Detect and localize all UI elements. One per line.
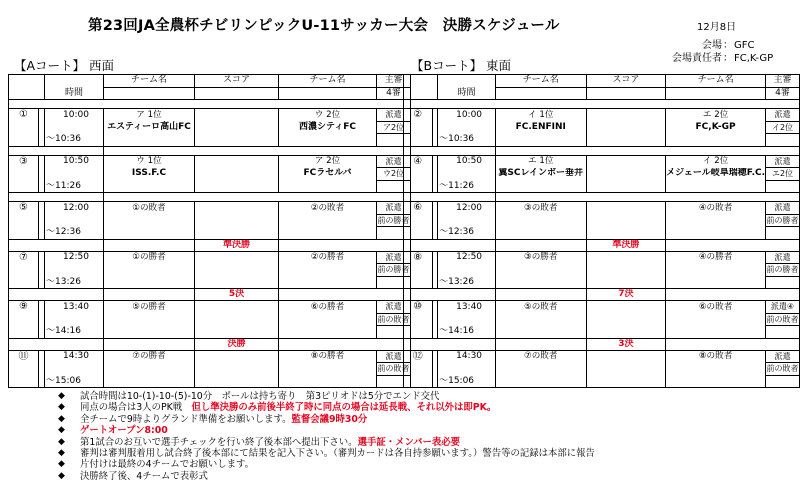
team-2-bottom (279, 375, 377, 388)
team-2 (279, 363, 377, 376)
spacer (104, 338, 195, 350)
start-time: 12:00 (45, 202, 104, 215)
team-1-bottom (495, 227, 586, 240)
score-cell (195, 301, 279, 339)
date: 12月8日 (697, 22, 737, 33)
spacer (404, 193, 496, 202)
team-1 (104, 363, 195, 376)
start-time: 13:40 (45, 301, 104, 314)
note-item (58, 391, 595, 402)
start-time: 13:40 (438, 301, 496, 314)
referee-2: 前の勝者 (377, 265, 410, 275)
start-time: 10:50 (438, 155, 496, 168)
diamond-bullet-icon: ◆ (58, 436, 65, 447)
spacer (279, 338, 411, 350)
match-row (404, 202, 800, 215)
court-b-table (403, 74, 800, 388)
seed-2: ④の勝者 (666, 251, 766, 264)
spacer (104, 193, 411, 202)
team-1: 翼SCレインボー垂井 (495, 168, 586, 181)
referee-1: 派遣 (377, 155, 411, 168)
spacer (495, 239, 586, 251)
seed-1: ウ 1位 (104, 155, 195, 168)
team-1-bottom (104, 326, 195, 339)
team-1-bottom (104, 276, 195, 289)
spacer (9, 338, 104, 350)
time-mid (45, 168, 104, 181)
match-number: ⑩ (404, 301, 433, 339)
end-time: ～12:36 (438, 227, 496, 240)
match-number: ⑨ (9, 301, 39, 339)
diamond-bullet-icon: ◆ (58, 402, 65, 413)
team-1: ISS.F.C (104, 168, 195, 181)
referee-blank (766, 227, 800, 240)
spacer (666, 289, 800, 301)
team-2-bottom (279, 276, 377, 289)
referee-1: 派遣 (766, 155, 800, 168)
referee-1: 派遣 (377, 301, 411, 314)
note-highlight: 監督会議9時30分 (291, 413, 368, 425)
end-time: ～13:26 (45, 276, 104, 289)
team-2-bottom (666, 180, 766, 193)
match-row (404, 350, 800, 363)
match-number: ⑦ (9, 251, 39, 289)
spacer (404, 338, 496, 350)
header-score: スコア (586, 75, 666, 88)
referee-1: 派遣 (766, 350, 800, 363)
note-highlight: 但し準決勝のみ前後半終了時に同点の場合は延長戦、それ以外は即PK。 (191, 402, 497, 414)
referee-2: 前の勝者 (766, 215, 799, 225)
seed-2: ⑥の勝者 (279, 301, 377, 314)
note-item (58, 459, 595, 470)
stage-label: 準決勝 (195, 239, 279, 251)
spacer (495, 338, 586, 350)
match-row (404, 251, 800, 264)
spacer (104, 239, 195, 251)
score-cell (195, 202, 279, 240)
seed-1: ⑤の勝者 (104, 301, 195, 314)
team-2-bottom (666, 326, 766, 339)
team-1 (104, 264, 195, 277)
header-blank-3 (666, 87, 766, 100)
start-time: 10:00 (438, 109, 496, 122)
header-time: 時間 (438, 87, 496, 100)
referee-2: 前の敗者 (766, 314, 799, 324)
note-item (58, 448, 595, 459)
team-2 (279, 313, 377, 326)
seed-2: イ 2位 (666, 155, 766, 168)
score-cell (586, 109, 666, 147)
referee-2: ウ2位 (377, 168, 411, 181)
team-1 (495, 214, 586, 227)
diamond-bullet-icon: ◆ (58, 470, 65, 481)
header-team-1: チーム名 (104, 75, 195, 88)
team-2 (666, 264, 766, 277)
court-b-label: 【Bコート】 東面 (411, 58, 512, 73)
team-2 (279, 264, 377, 277)
seed-2: ア 2位 (279, 155, 377, 168)
match-row (9, 155, 411, 168)
referee-blank (766, 375, 800, 388)
team-2 (666, 313, 766, 326)
diamond-bullet-icon: ◆ (58, 391, 65, 401)
end-time: ～11:26 (438, 180, 496, 193)
start-time: 12:50 (45, 251, 104, 264)
match-number: ⑧ (404, 251, 433, 289)
header-num (404, 75, 438, 88)
time-mid (45, 313, 104, 326)
seed-1: エ 1位 (495, 155, 586, 168)
score-cell (195, 155, 279, 193)
start-time: 12:50 (438, 251, 496, 264)
time-mid (45, 121, 104, 134)
spacer (404, 289, 496, 301)
time-mid (438, 168, 496, 181)
note-item (58, 471, 595, 482)
venue-info: 会場：GFC 会場責任者：FC,K-GP (672, 40, 774, 64)
note-text: 第1試合のお互いで選手チェックを行い終了後本部へ提出下さい。 (80, 436, 358, 448)
header-time-top (45, 75, 104, 88)
referee-1: 派遣④ (766, 301, 800, 314)
seed-1: ①の勝者 (104, 251, 195, 264)
score-cell (586, 155, 666, 193)
venue-value: GFC (734, 40, 755, 51)
referee-1: 派遣 (766, 109, 800, 122)
diamond-bullet-icon: ◆ (58, 425, 65, 436)
referee-1: 派遣 (377, 109, 411, 122)
note-item (58, 402, 595, 413)
stage-label: 決勝 (195, 338, 279, 350)
referee-blank (766, 326, 800, 339)
time-mid (45, 214, 104, 227)
end-time: ～14:16 (45, 326, 104, 339)
team-1 (495, 313, 586, 326)
referee-2: 前の勝者 (766, 265, 799, 275)
header-blank-2 (195, 87, 279, 100)
seed-1: ⑦の勝者 (104, 350, 195, 363)
seed-2: ④の敗者 (666, 202, 766, 215)
note-highlight: ゲートオープン8:00 (80, 425, 168, 437)
match-number: ③ (9, 155, 39, 193)
spacer (495, 193, 799, 202)
seed-1: ①の敗者 (104, 202, 195, 215)
match-number: ① (9, 109, 39, 147)
header-team-1: チーム名 (495, 75, 586, 88)
note-text: 審判は審判服着用し試合終了後本部にて結果を記入下さい。（審判カードは各自持参願います。）警告等の記録は本部に報告 (80, 448, 595, 460)
end-time: ～10:36 (45, 134, 104, 147)
match-row (404, 155, 800, 168)
match-row (9, 109, 411, 122)
referee-1: 派遣 (766, 202, 800, 215)
stage-label: 3決 (586, 338, 666, 350)
seed-2: ⑧の勝者 (279, 350, 377, 363)
seed-2: ②の敗者 (279, 202, 377, 215)
stage-label: 5決 (195, 289, 279, 301)
match-number: ② (404, 109, 433, 147)
end-time: ～15:06 (438, 375, 496, 388)
referee-2: ア2位 (377, 121, 411, 134)
note-text: 試合時間は10-(1)-10-(5)-10分 ボールは持ち寄り 第3ピリオドは5分でエンド交代 (80, 391, 440, 402)
team-1-bottom (495, 375, 586, 388)
time-mid (438, 363, 496, 376)
team-2-bottom (279, 326, 377, 339)
match-row (404, 109, 800, 122)
score-cell (586, 202, 666, 240)
seed-1: ③の勝者 (495, 251, 586, 264)
team-1 (495, 264, 586, 277)
match-row (9, 301, 411, 314)
team-2: FC,K-GP (666, 121, 766, 134)
score-cell (586, 350, 666, 388)
time-mid (438, 264, 496, 277)
team-1-bottom (104, 375, 195, 388)
time-mid (438, 121, 496, 134)
diamond-bullet-icon: ◆ (58, 413, 65, 424)
resp-value: FC,K-GP (734, 53, 774, 64)
end-time: ～15:06 (45, 375, 104, 388)
team-2 (666, 214, 766, 227)
team-2-bottom (666, 134, 766, 147)
team-2-bottom (666, 227, 766, 240)
team-1-bottom (495, 180, 586, 193)
header-blank-1 (495, 87, 586, 100)
referee-blank (766, 276, 800, 289)
referee-1: 派遣 (377, 350, 411, 363)
team-1: FC.ENFINI (495, 121, 586, 134)
notes-list (58, 391, 595, 482)
match-row (404, 301, 800, 314)
referee-2: 前の敗者 (766, 364, 799, 374)
spacer (9, 100, 411, 109)
score-cell (195, 350, 279, 388)
referee-blank (766, 180, 800, 193)
spacer (495, 146, 799, 155)
team-1-bottom (495, 134, 586, 147)
court-a-label: 【Aコート】 西面 (14, 58, 115, 73)
match-row (9, 202, 411, 215)
header-time-top (438, 75, 496, 88)
header-blank-2 (586, 87, 666, 100)
team-2-bottom (279, 180, 377, 193)
resp-key: 会場責任者 (672, 53, 722, 64)
team-1: エスティーロ高山FC (104, 121, 195, 134)
seed-2: ⑧の敗者 (666, 350, 766, 363)
match-number: ⑪ (9, 350, 39, 388)
note-text: 片付けは最終の4チームでお願いします。 (80, 459, 254, 471)
header-team-2: チーム名 (279, 75, 377, 88)
referee-1: 派遣 (377, 251, 411, 264)
team-1-bottom (495, 326, 586, 339)
spacer (9, 193, 104, 202)
spacer (666, 338, 800, 350)
header-num (9, 75, 45, 88)
time-mid (438, 313, 496, 326)
team-1-bottom (104, 180, 195, 193)
end-time: ～12:36 (45, 227, 104, 240)
team-2-bottom (666, 375, 766, 388)
referee-2: エ2位 (766, 168, 800, 181)
spacer (9, 146, 104, 155)
referee-1: 派遣 (766, 251, 800, 264)
page-title: 第23回JA全農杯チビリンピックU-11サッカー大会 決勝スケジュール (88, 18, 560, 34)
team-1-bottom (104, 134, 195, 147)
team-2-bottom (666, 276, 766, 289)
time-mid (45, 363, 104, 376)
spacer (104, 289, 195, 301)
spacer (9, 239, 104, 251)
end-time: ～14:16 (438, 326, 496, 339)
start-time: 10:50 (45, 155, 104, 168)
header-chief-ref: 主審 (377, 75, 411, 88)
note-item (58, 414, 595, 425)
header-time: 時間 (45, 87, 104, 100)
spacer (104, 146, 411, 155)
team-2: 西濃シティFC (279, 121, 377, 134)
start-time: 12:00 (438, 202, 496, 215)
end-time: ～10:36 (438, 134, 496, 147)
team-2: FCラセルバ (279, 168, 377, 181)
team-1-bottom (104, 227, 195, 240)
time-mid (438, 214, 496, 227)
stage-label: 準決勝 (586, 239, 666, 251)
stage-label: 7決 (586, 289, 666, 301)
seed-1: ⑤の敗者 (495, 301, 586, 314)
header-fourth-ref: 4審 (377, 87, 411, 100)
venue-key: 会場 (702, 40, 722, 51)
court-a-table (8, 74, 411, 388)
score-cell (586, 251, 666, 289)
spacer (404, 100, 800, 109)
match-number: ⑥ (404, 202, 433, 240)
spacer (279, 239, 411, 251)
score-cell (586, 301, 666, 339)
note-text: 全チームで9時よりグランド準備をお願いします。 (80, 413, 292, 425)
header-fourth-ref: 4審 (766, 87, 800, 100)
header-num-bottom (404, 87, 438, 100)
spacer (404, 239, 496, 251)
end-time: ～13:26 (438, 276, 496, 289)
header-chief-ref: 主審 (766, 75, 800, 88)
end-time: ～11:26 (45, 180, 104, 193)
header-num-bottom (9, 87, 45, 100)
seed-2: ②の勝者 (279, 251, 377, 264)
team-2: メジェール岐阜瑞穂F.C. (666, 168, 766, 179)
diamond-bullet-icon: ◆ (58, 448, 65, 459)
spacer (495, 289, 586, 301)
header-blank-3 (279, 87, 377, 100)
seed-2: エ 2位 (666, 109, 766, 122)
seed-1: ア 1位 (104, 109, 195, 122)
seed-1: ⑦の敗者 (495, 350, 586, 363)
referee-2: 前の敗者 (377, 314, 410, 324)
seed-2: ウ 2位 (279, 109, 377, 122)
time-mid (45, 264, 104, 277)
seed-1: ③の敗者 (495, 202, 586, 215)
match-number: ⑤ (9, 202, 39, 240)
referee-2: 前の勝者 (377, 215, 410, 225)
team-1 (104, 313, 195, 326)
header-blank-1 (104, 87, 195, 100)
referee-2: 前の敗者 (377, 364, 410, 374)
seed-1: イ 1位 (495, 109, 586, 122)
team-2-bottom (279, 134, 377, 147)
team-2-bottom (279, 227, 377, 240)
referee-1: 派遣 (377, 202, 411, 215)
start-time: 10:00 (45, 109, 104, 122)
referee-2: イ2位 (766, 121, 800, 134)
seed-2: ⑥の敗者 (666, 301, 766, 314)
spacer (279, 289, 411, 301)
score-cell (195, 251, 279, 289)
referee-blank (766, 134, 800, 147)
score-cell (195, 109, 279, 147)
note-text: 同点の場合は3人のPK戦 (80, 402, 192, 414)
note-highlight: 選手証・メンバー表必要 (357, 436, 461, 448)
start-time: 14:30 (45, 350, 104, 363)
spacer (404, 146, 496, 155)
match-row (9, 350, 411, 363)
match-number: ④ (404, 155, 433, 193)
team-1 (495, 363, 586, 376)
note-text: 決勝終了後、4チームで表彰式 (80, 470, 208, 482)
team-1 (104, 214, 195, 227)
header-team-2: チーム名 (666, 75, 766, 88)
team-2 (666, 363, 766, 376)
match-number: ⑫ (404, 350, 433, 388)
note-item (58, 425, 595, 436)
diamond-bullet-icon: ◆ (58, 459, 65, 470)
team-2 (279, 214, 377, 227)
header-score: スコア (195, 75, 279, 88)
start-time: 14:30 (438, 350, 496, 363)
spacer (666, 239, 800, 251)
note-item (58, 437, 595, 448)
team-1-bottom (495, 276, 586, 289)
spacer (9, 289, 104, 301)
match-row (9, 251, 411, 264)
